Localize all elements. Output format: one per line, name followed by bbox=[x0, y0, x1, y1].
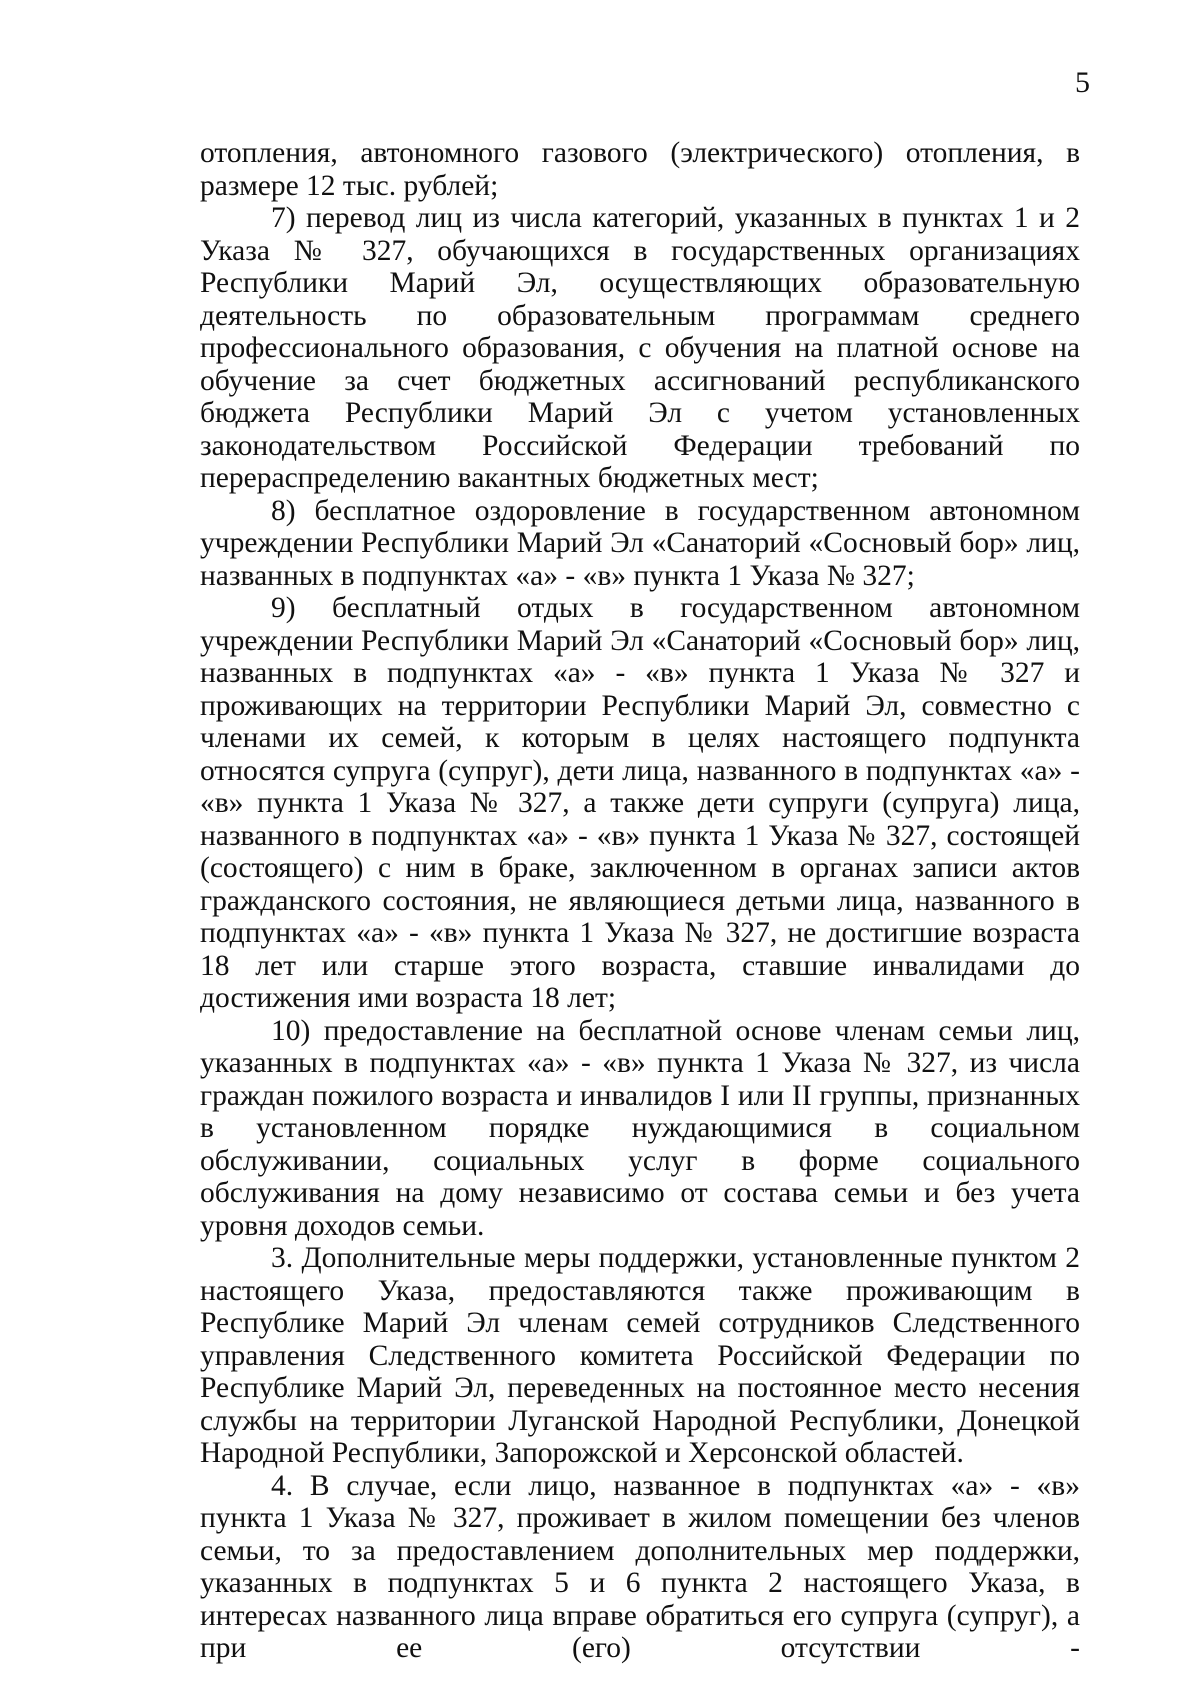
document-body bbox=[200, 137, 1080, 1665]
paragraph-item-9: 9) бесплатный отдых в государственном автономном учреждении Республики Марий Эл «Санаторий «Сосновый бор» лиц, названных в подпунктах «а» - «в» пункта 1 Указа № 327 и проживающих на территории Республики Марий Эл, совместно с членами их семей, к которым в целях настоящего подпункта относятся супруга (супруг), дети лица, названного в подпунктах «а» - «в» пункта 1 Указа № 327, а также дети супруги (супруга) лица, названного в подпунктах «а» - «в» пункта 1 Указа № 327, состоящей (состоящего) с ним в браке, заключенном в органах записи актов гражданского состояния, не являющиеся детьми лица, названного в подпунктах «а» - «в» пункта 1 Указа № 327, не достигшие возраста 18 лет или старше этого возраста, ставшие инвалидами до достижения ими возраста 18 лет; bbox=[200, 592, 1080, 1014]
paragraph-clause-4: 4. В случае, если лицо, названное в подпунктах «а» - «в» пункта 1 Указа № 327, проживает в жилом помещении без членов семьи, то за предоставлением дополнительных мер поддержки, указанных в подпунктах 5 и 6 пункта 2 настоящего Указа, в интересах названного лица вправе обратиться его супруга (супруг), а при ее (его) отсутствии - bbox=[200, 1469, 1080, 1664]
paragraph-item-10: 10) предоставление на бесплатной основе членам семьи лиц, указанных в подпунктах «а» - «в» пункта 1 Указа № 327, из числа граждан пожилого возраста и инвалидов I или II группы, признанных в установленном порядке нуждающимися в социальном обслуживании, социальных услуг в форме социального обслуживания на дому независимо от состава семьи и без учета уровня доходов семьи. bbox=[200, 1014, 1080, 1242]
paragraph-item-8: 8) бесплатное оздоровление в государственном автономном учреждении Республики Марий Эл «Санаторий «Сосновый бор» лиц, названных в подпунктах «а» - «в» пункта 1 Указа № 327; bbox=[200, 494, 1080, 592]
paragraph-clause-3: 3. Дополнительные меры поддержки, установленные пунктом 2 настоящего Указа, предоставляются также проживающим в Республике Марий Эл членам семей сотрудников Следственного управления Следственного комитета Российской Федерации по Республике Марий Эл, переведенных на постоянное место несения службы на территории Луганской Народной Республики, Донецкой Народной Республики, Запорожской и Херсонской областей. bbox=[200, 1242, 1080, 1469]
page-number: 5 bbox=[1075, 66, 1090, 99]
paragraph-item-7: 7) перевод лиц из числа категорий, указанных в пунктах 1 и 2 Указа № 327, обучающихся в государственных организациях Республики Марий Эл, осуществляющих образовательную деятельность по образовательным программам среднего профессионального образования, с обучения на платной основе на обучение за счет бюджетных ассигнований республиканского бюджета Республики Марий Эл с учетом установленных законодательством Российской Федерации требований по перераспределению вакантных бюджетных мест; bbox=[200, 202, 1080, 494]
paragraph-heating-continuation: отопления, автономного газового (электрического) отопления, в размере 12 тыс. рублей; bbox=[200, 137, 1080, 202]
